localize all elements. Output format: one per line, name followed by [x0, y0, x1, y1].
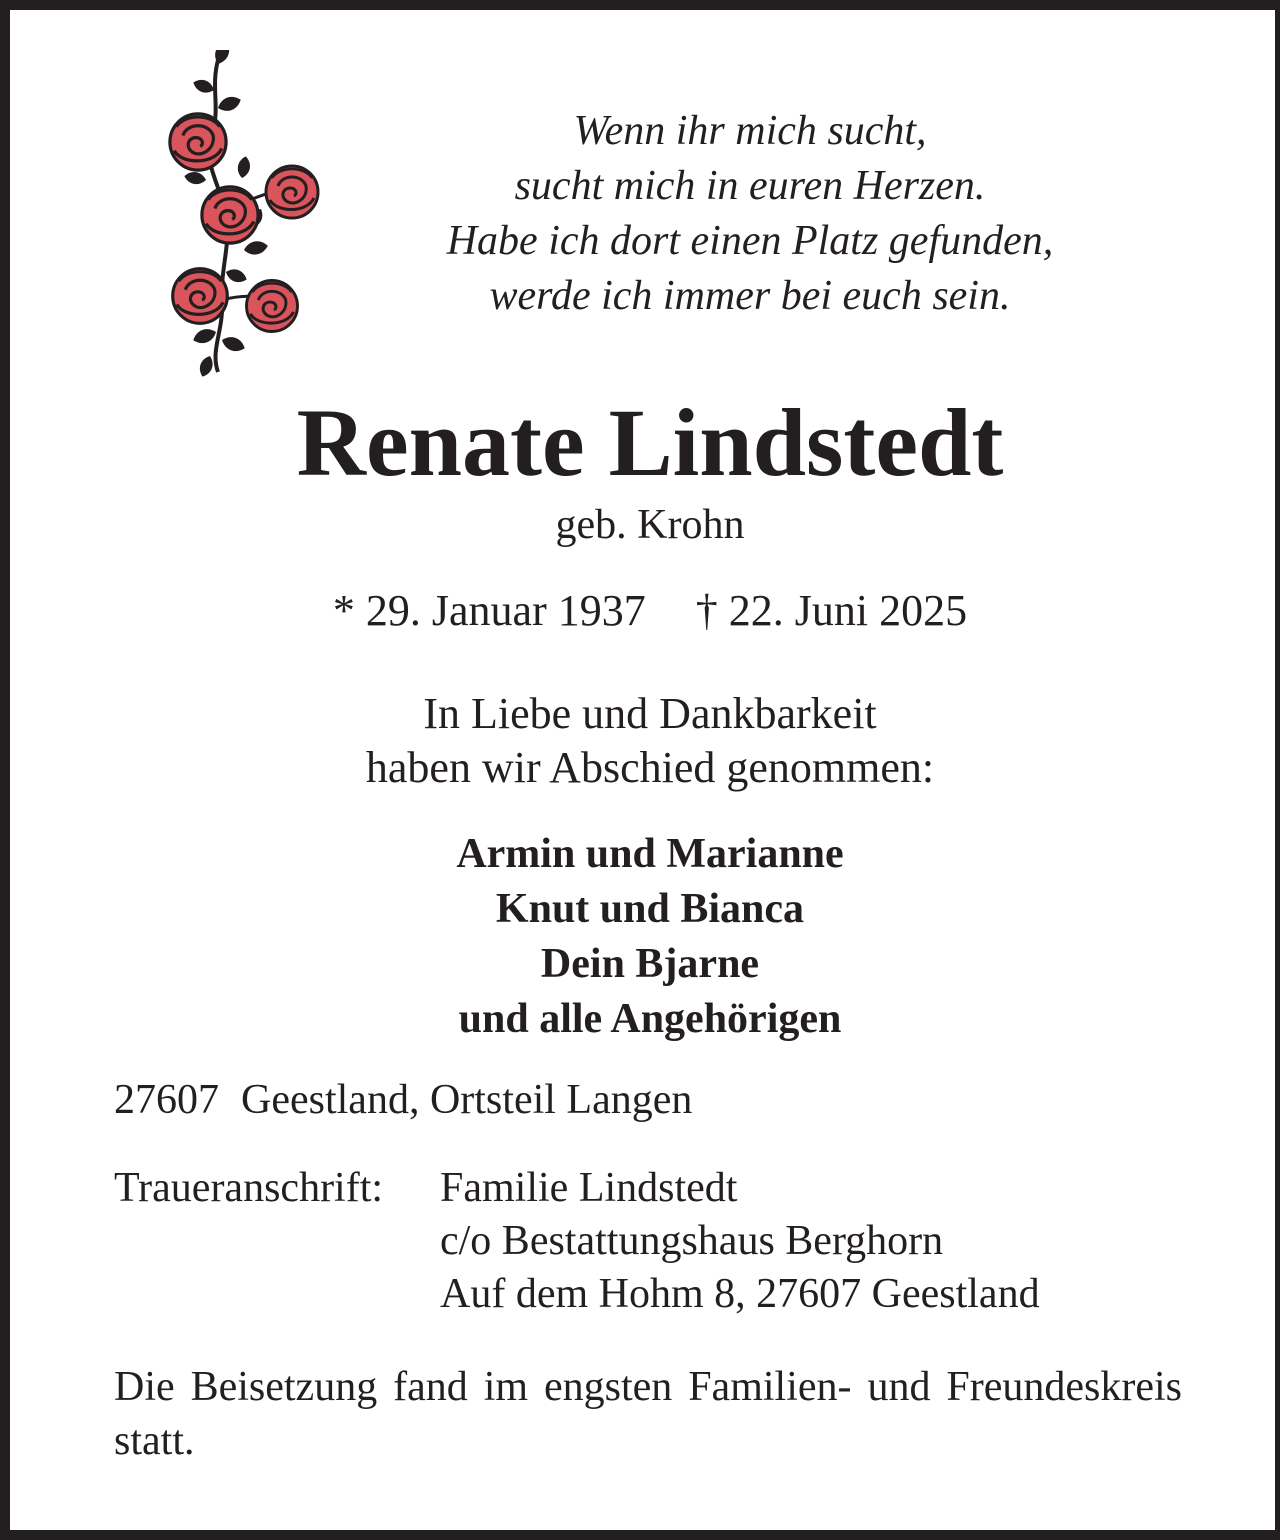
- poem-line: sucht mich in euren Herzen.: [514, 163, 986, 209]
- address-label: Traueranschrift:: [114, 1165, 384, 1211]
- mourner: Dein Bjarne: [540, 941, 760, 987]
- address-line: Familie Lindstedt: [440, 1165, 738, 1211]
- poem-line: Habe ich dort einen Platz gefunden,: [446, 218, 1054, 264]
- mourner: und alle Angehörigen: [458, 996, 842, 1042]
- address-line: Auf dem Hohm 8, 27607 Geestland: [440, 1271, 1040, 1317]
- farewell-text: [10, 687, 1280, 795]
- poem: [340, 104, 1160, 324]
- poem-line: Wenn ihr mich sucht,: [573, 108, 927, 154]
- life-dates: [10, 585, 1280, 637]
- poem-line: werde ich immer bei euch sein.: [489, 273, 1011, 319]
- maiden-name: geb. Krohn: [555, 502, 745, 548]
- farewell-line: In Liebe und Dankbarkeit: [423, 689, 877, 738]
- postal-code: 27607: [114, 1077, 219, 1123]
- location: [114, 1074, 692, 1126]
- burial-note: Die Beisetzung fand im engsten Familien- und Freundeskreis statt.: [114, 1364, 1182, 1464]
- roses-icon: [160, 50, 330, 380]
- deceased-name: Renate Lindstedt: [296, 389, 1004, 496]
- place-name: Geestland, Ortsteil Langen: [241, 1077, 693, 1123]
- death-date: † 22. Juni 2025: [695, 586, 968, 635]
- farewell-line: haben wir Abschied genommen:: [365, 743, 935, 792]
- address-line: c/o Bestattungshaus Berghorn: [440, 1218, 944, 1264]
- mourning-address: [114, 1162, 1040, 1321]
- mourner: Knut und Bianca: [495, 886, 805, 932]
- birth-date: * 29. Januar 1937: [332, 586, 646, 635]
- mourners-list: [10, 827, 1280, 1047]
- mourner: Armin und Marianne: [456, 831, 844, 877]
